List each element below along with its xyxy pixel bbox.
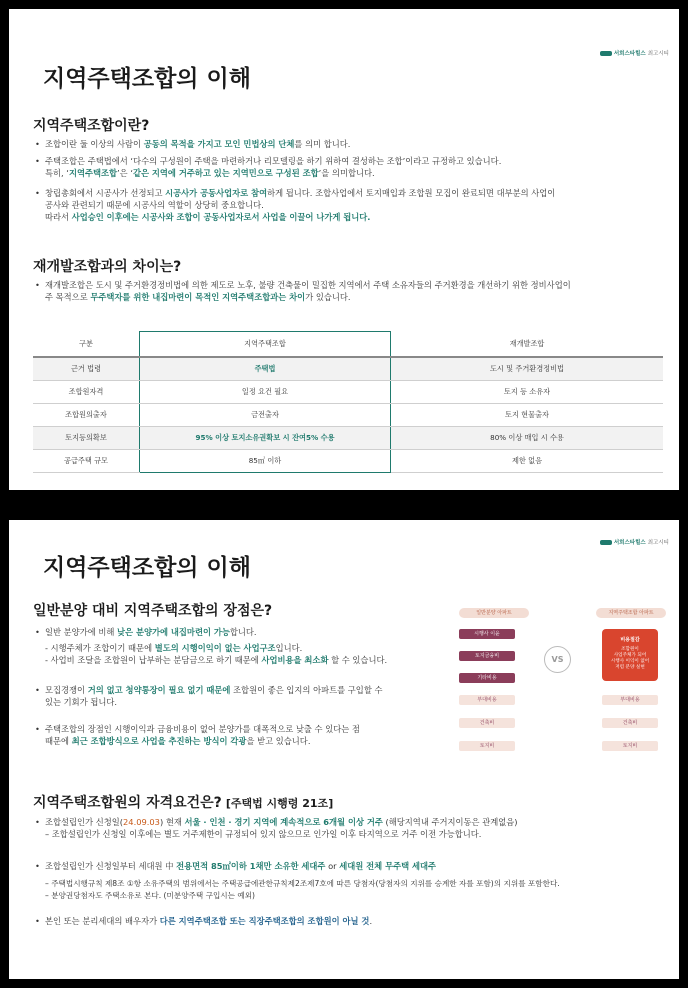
table-header-cell: 구분 xyxy=(33,332,140,358)
table-cell: 조합원자격 xyxy=(33,381,140,404)
figure-left-title: 일반분양 아파트 xyxy=(459,608,529,618)
table-cell: 토지 등 소유자 xyxy=(391,381,664,404)
page-2 xyxy=(9,520,679,979)
cost-saving-line: 저렴 분양 실현 xyxy=(615,665,645,670)
page-1 xyxy=(9,9,679,490)
section-heading-advantages: 일반분양 대비 지역주택조합의 장점은? xyxy=(33,603,273,619)
figure-block: 토지비 xyxy=(459,741,515,751)
bullet-householder: • 조합설립인가 신청일부터 세대원 中 전용면적 85㎡이하 1채만 소유한 세대주 or 세대원 전체 무주택 세대주 xyxy=(35,861,437,871)
brand-logo xyxy=(600,49,669,57)
eligibility-heading-text: 지역주택조합원의 자격요건은? xyxy=(33,795,222,811)
figure-block: 기타비용 xyxy=(459,673,515,683)
table-cell: 금전출자 xyxy=(140,404,391,427)
table-cell: 주택법 xyxy=(140,357,391,381)
table-cell: 토지 현물출자 xyxy=(391,404,664,427)
bullet-redevelopment: • 재개발조합은 도시 및 주거환경정비법에 의한 제도로 노후, 불량 건축물이 밀집한 지역에서 주택 소유자들의 주거환경을 개선하기 위한 정비사업이 주 목적으로 무주택자를 위한 내집마련이 목적인 지역주택조합과는 차이가 있습니다. xyxy=(35,280,571,302)
sub-housing-rules: – 주택법시행규칙 제8조 ①항 소유주택의 범위에서는 주택공급에관한규칙제2조제7호에 따른 당첨자(당첨자의 지위를 승계한 자를 포함)의 지위를 포함한다. – 분양권당첨자도 주택소유로 본다. (미분양주택 구입시는 예외) xyxy=(45,879,560,900)
cost-saving-line: 사업주체가 되어 xyxy=(613,653,647,658)
vs-badge: VS xyxy=(544,646,571,673)
table-cell: 도시 및 주거환경정비법 xyxy=(391,357,664,381)
logo-brand: 서희스타힐스 xyxy=(613,51,646,57)
cost-saving-title: 비용절감 xyxy=(620,637,640,643)
table-header-cell: 재개발조합 xyxy=(391,332,664,358)
bullet-no-other-union: • 본인 또는 분리세대의 배우자가 다른 지역주택조합 또는 직장주택조합의 조합원이 아닐 것. xyxy=(35,916,373,926)
table-cell: 조합원의출자 xyxy=(33,404,140,427)
figure-block: 토지비 xyxy=(602,741,658,751)
section-heading-difference: 재개발조합과의 차이는? xyxy=(33,259,182,275)
brand-logo xyxy=(600,538,669,546)
table-cell: 95% 이상 토지소유권확보 시 잔여5% 수용 xyxy=(140,427,391,450)
comparison-figure xyxy=(454,608,666,758)
bullet-definition: • 조합이란 둘 이상의 사람이 공동의 목적을 가지고 모인 민법상의 단체를 의미 합니다. xyxy=(35,139,351,149)
table-cell: 토지등의확보 xyxy=(33,427,140,450)
figure-block: 부대비용 xyxy=(459,695,515,705)
page-title: 지역주택조합의 이해 xyxy=(43,555,251,581)
table-cell: 85㎡ 이하 xyxy=(140,450,391,473)
table-row xyxy=(33,450,663,473)
table-cell: 공급주택 규모 xyxy=(33,450,140,473)
logo-sub: 최고시티 xyxy=(647,51,669,57)
bullet-residence: • 조합설립인가 신청일(24.09.03) 현재 서울 · 인천 · 경기 지역에 계속적으로 6개월 이상 거주 (해당지역내 주거지이동은 관계없음) – 조합설립인가 신청일 이후에는 별도 거주제한이 규정되어 있지 않으므로 인가일 이후 타지역으로 거주 이전 가능합니다. xyxy=(35,817,518,839)
cost-saving-box xyxy=(602,629,658,681)
figure-block: 건축비 xyxy=(459,718,515,728)
logo-mark-icon xyxy=(600,540,612,545)
logo-brand: 서희스타힐스 xyxy=(613,540,646,546)
section-heading-what-is: 지역주택조합이란? xyxy=(33,118,150,134)
table-cell: 일정 요건 필요 xyxy=(140,381,391,404)
figure-block: 시행사 이윤 xyxy=(459,629,515,639)
figure-block: 토지금융비 xyxy=(459,651,515,661)
table-cell: 제한 없음 xyxy=(391,450,664,473)
table-cell: 80% 이상 매입 시 수용 xyxy=(391,427,664,450)
table-row xyxy=(33,357,663,381)
table-row xyxy=(33,404,663,427)
table-row xyxy=(33,427,663,450)
comparison-table xyxy=(33,331,663,473)
table-header-row xyxy=(33,332,663,358)
figure-right-title: 지역주택조합 아파트 xyxy=(596,608,666,618)
bullet-no-competition: • 모집경쟁이 거의 없고 청약통장이 필요 없기 때문에 조합원이 좋은 입지의 아파트를 구입할 수 있는 기회가 됩니다. xyxy=(35,685,383,707)
table-row xyxy=(33,381,663,404)
section-heading-eligibility xyxy=(33,792,333,812)
bullet-contractor: • 창립총회에서 시공사가 선정되고 시공사가 공동사업자로 참여하게 됩니다. 조합사업에서 토지매입과 조합원 모집이 완료되면 대부분의 사업이 공사와 관련되기 때문에 시공사의 역할이 상당히 중요합니다. 따라서 사업승인 이후에는 시공사와 조합이 공동사업자로서 사업을 이끌어 나가게 됩니다. xyxy=(35,188,556,222)
figure-block: 부대비용 xyxy=(602,695,658,705)
bullet-trend: • 주택조합의 장점인 시행이익과 금융비용이 없어 분양가를 대폭적으로 낮출 수 있다는 점 때문에 최근 조합방식으로 사업을 추진하는 방식이 각광을 받고 있습니다. xyxy=(35,724,360,746)
page-title: 지역주택조합의 이해 xyxy=(43,66,251,92)
logo-mark-icon xyxy=(600,51,612,56)
cost-saving-line: 시행사 이익이 없어 xyxy=(610,659,650,664)
logo-sub: 최고시티 xyxy=(647,540,669,546)
table-cell: 근거 법령 xyxy=(33,357,140,381)
table-header-cell: 지역주택조합 xyxy=(140,332,391,358)
figure-block: 건축비 xyxy=(602,718,658,728)
bullet-housing-law: • 주택조합은 주택법에서 ‘다수의 구성원이 주택을 마련하거나 리모델링을 하기 위하여 결성하는 조합’이라고 규정하고 있습니다. 특히, ‘지역주택조합’은 ‘같은 지역에 거주하고 있는 지역민으로 구성된 조합’을 의미합니다. xyxy=(35,156,502,178)
law-reference: [주택법 시행령 21조] xyxy=(225,797,334,810)
cost-saving-line: 조합원이 xyxy=(621,647,639,652)
bullet-low-price: • 일반 분양가에 비해 낮은 분양가에 내집마련이 가능합니다. xyxy=(35,627,257,637)
sub-no-profit: - 시행주체가 조합이기 때문에 별도의 시행이익이 없는 사업구조입니다. - 사업비 조달을 조합원이 납부하는 분담금으로 하기 때문에 사업비용을 최소화 할 수 있습니다. xyxy=(45,643,388,665)
